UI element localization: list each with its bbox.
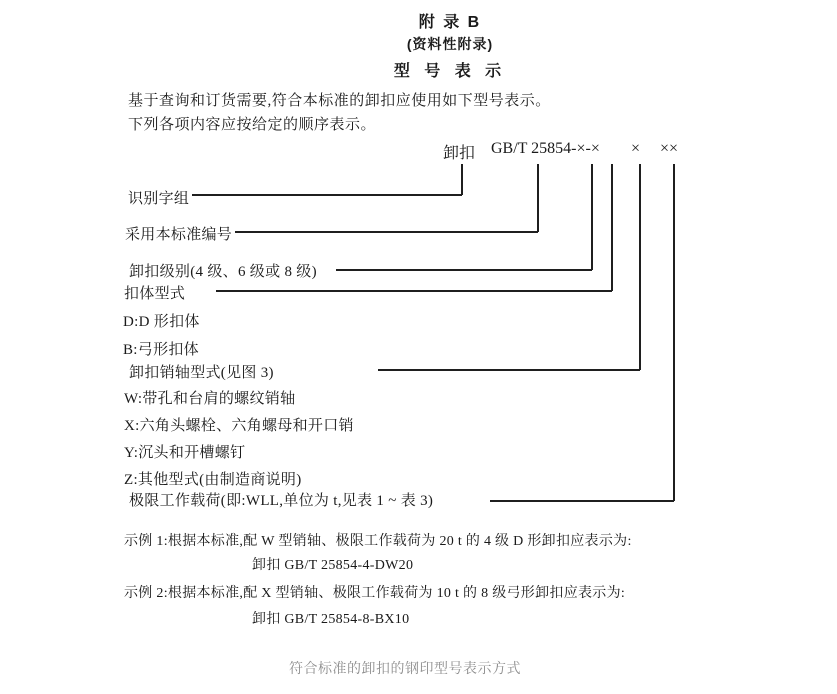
- label-pin-type-z: Z:其他型式(由制造商说明): [124, 468, 305, 489]
- label-body-type-b: B:弓形扣体: [123, 338, 202, 359]
- leader-vline-3: [591, 164, 593, 270]
- example-1-text: 示例 1:根据本标准,配 W 型销轴、极限工作载荷为 20 t 的 4 级 D 形卸扣应表示为:: [124, 534, 632, 549]
- section-title: 型 号 表 示: [393, 63, 507, 80]
- label-body-type: 扣体型式: [124, 282, 188, 303]
- example-2-text: 示例 2:根据本标准,配 X 型销轴、极限工作载荷为 10 t 的 8 级弓形卸扣应表示为:: [124, 586, 626, 601]
- label-pin-type-w: W:带孔和台肩的螺纹销轴: [124, 387, 298, 408]
- leader-vline-4: [611, 164, 613, 291]
- example-2-code: 卸扣 GB/T 25854-8-BX10: [252, 612, 410, 627]
- leader-hline-1: [192, 194, 462, 196]
- label-pin-type-x: X:六角头螺栓、六角螺母和开口销: [124, 414, 357, 435]
- model-code-prefix: 卸扣: [443, 145, 476, 162]
- leader-vline-2: [537, 164, 539, 232]
- model-code-wll-placeholder: ××: [660, 140, 679, 157]
- appendix-subtitle: (资料性附录): [406, 36, 494, 52]
- model-code-pin-placeholder: ×: [631, 140, 641, 157]
- intro-line-1: 基于查询和订货需要,符合本标准的卸扣应使用如下型号表示。: [128, 93, 551, 109]
- leader-hline-5: [378, 369, 640, 371]
- leader-hline-3: [336, 269, 592, 271]
- label-wll: 极限工作载荷(即:WLL,单位为 t,见表 1 ~ 表 3): [129, 489, 436, 510]
- label-standard-number: 采用本标准编号: [125, 223, 235, 244]
- label-pin-type: 卸扣销轴型式(见图 3): [129, 361, 277, 382]
- leader-vline-5: [639, 164, 641, 370]
- label-shackle-grade: 卸扣级别(4 级、6 级或 8 级): [129, 260, 320, 281]
- leader-hline-4: [216, 290, 612, 292]
- leader-hline-2: [232, 231, 538, 233]
- figure-caption: 符合标准的卸扣的钢印型号表示方式: [289, 662, 521, 677]
- example-1-code: 卸扣 GB/T 25854-4-DW20: [252, 558, 414, 573]
- leader-hline-6: [490, 500, 674, 502]
- label-pin-type-y: Y:沉头和开槽螺钉: [124, 441, 248, 462]
- leader-vline-1: [461, 164, 463, 195]
- label-identification-group: 识别字组: [128, 187, 192, 208]
- leader-vline-6: [673, 164, 675, 501]
- intro-line-2: 下列各项内容应按给定的顺序表示。: [128, 117, 377, 133]
- model-code-standard: GB/T 25854-×-×: [491, 140, 600, 157]
- label-body-type-d: D:D 形扣体: [123, 310, 203, 331]
- appendix-title: 附 录 B: [418, 14, 482, 31]
